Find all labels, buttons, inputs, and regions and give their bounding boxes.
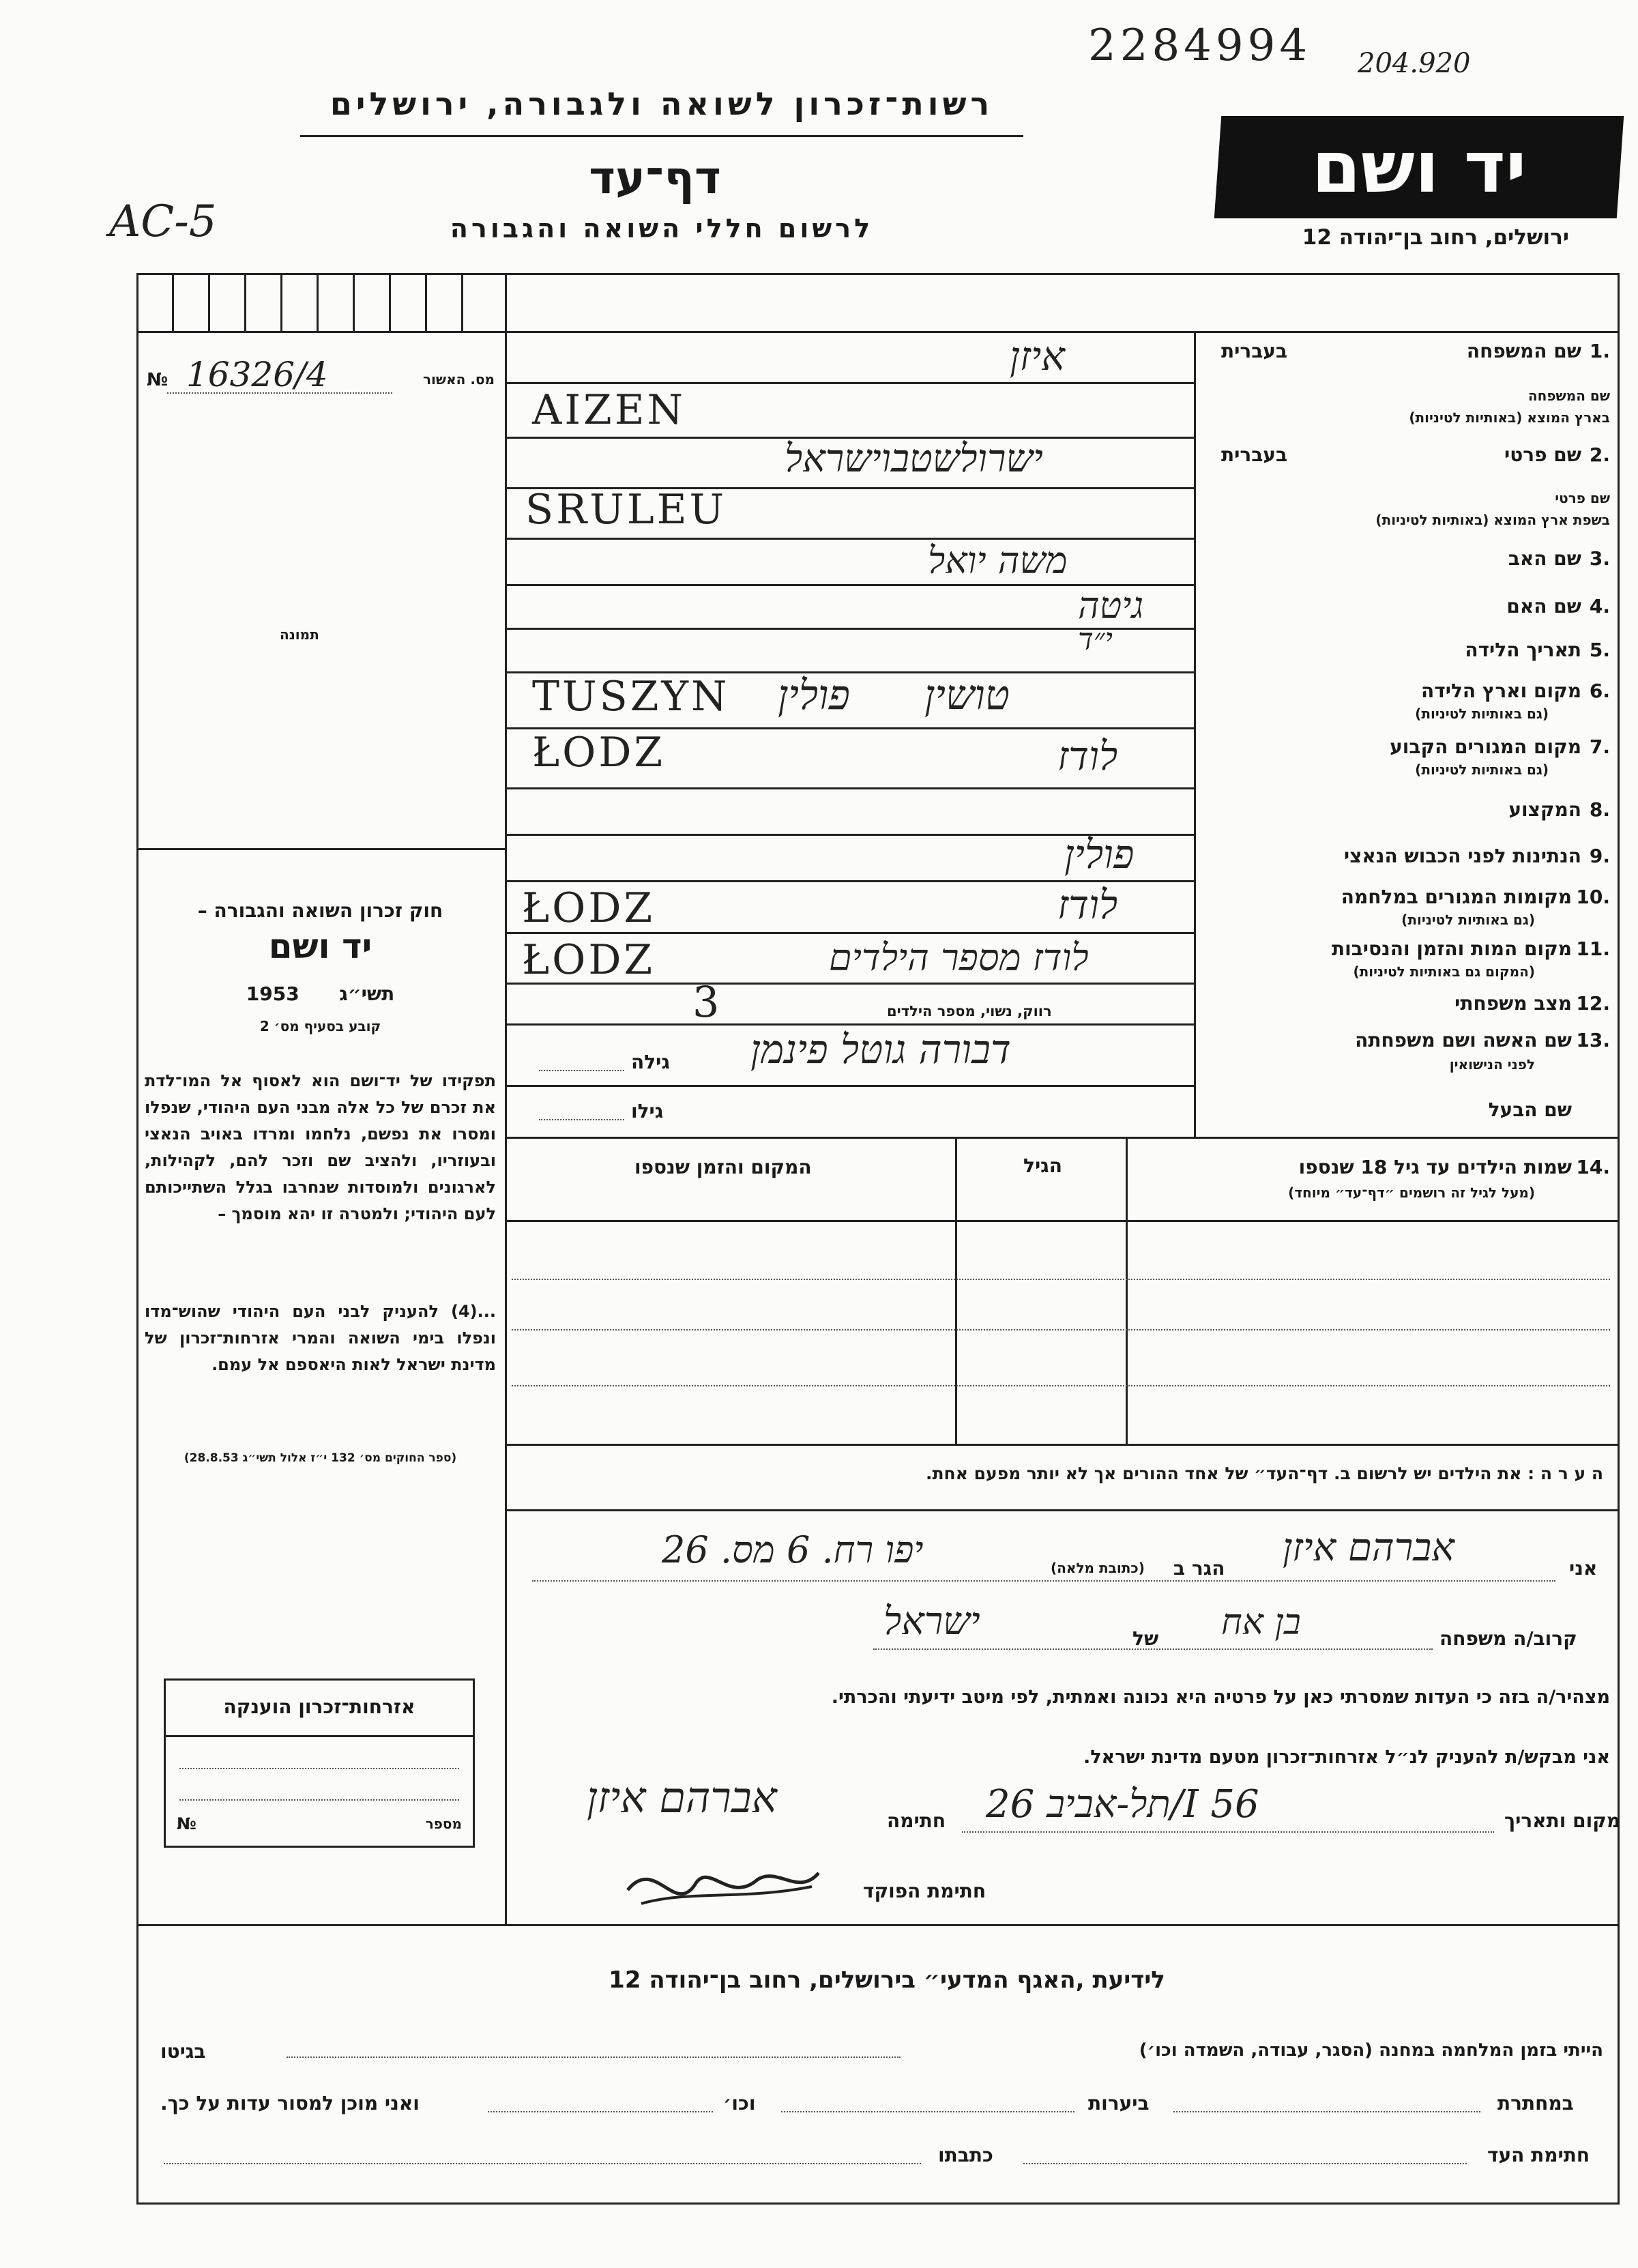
- field-firstname-label: שם פרטי: [1504, 444, 1581, 466]
- field-wife-name: [1201, 1026, 1610, 1084]
- footer-line2-dots-b: [781, 2111, 1074, 2112]
- footer-line2-dots-a: [1173, 2111, 1480, 2112]
- field-firstname-latin: [1201, 490, 1610, 536]
- decl-declarant-name: אברהם איזן: [1283, 1526, 1454, 1570]
- row-line-12: [505, 932, 1194, 934]
- field-death-place-label: מקום המות והזמן והנסיבות: [1331, 937, 1572, 960]
- decl-line2-pre: קרוב/ה משפחה: [1439, 1627, 1577, 1650]
- column-divider: [505, 273, 507, 1924]
- strip-tick-4: [280, 273, 282, 332]
- logo: [1214, 116, 1624, 218]
- field-profession-label: המקצוע: [1508, 798, 1581, 821]
- value-father: משה יואל: [928, 539, 1068, 582]
- field-family-latin-sub: בארץ המוצא (באותיות לטיניות): [1409, 409, 1610, 426]
- footer-line3-dots-b: [164, 2163, 921, 2164]
- strip-tick-3: [244, 273, 246, 332]
- serial-number: 2284994: [1088, 20, 1312, 71]
- value-family-latin: AIZEN: [532, 386, 686, 434]
- decl-line2-dots: [873, 1648, 1433, 1650]
- field-birthplace: [1201, 675, 1610, 727]
- decl-line1-dots: [532, 1580, 1555, 1582]
- value-residence-latin: ŁODZ: [532, 729, 666, 776]
- note-bottom: [505, 1509, 1618, 1511]
- field-birthplace-label: מקום וארץ הלידה: [1421, 680, 1581, 702]
- children-divider-1: [1126, 1137, 1128, 1444]
- field-residence-sub: (גם באותיות לטיניות): [1415, 761, 1549, 778]
- field-mother-num: 4.: [1589, 595, 1610, 617]
- strip-tick-9: [461, 273, 463, 332]
- value-birthplace-latin: TUSZYN: [532, 673, 730, 721]
- footer-line2-dots-c: [488, 2111, 713, 2112]
- certificate-box: [164, 1678, 475, 1848]
- footer-line2-a: במחתרת: [1497, 2092, 1574, 2114]
- label-divider: [1194, 332, 1196, 1137]
- decl-signature-value: אברהם איזן: [587, 1773, 777, 1822]
- law-reference: (ספר החוקים מס׳ 132 י״ז אלול תשי״ג 28.8.53): [184, 1451, 457, 1465]
- children-label: שמות הילדים עד גיל 18 שנספו: [1298, 1156, 1572, 1178]
- field-marital-status: [1201, 985, 1610, 1023]
- children-bottom: [505, 1444, 1618, 1446]
- row-line-14: [505, 1023, 1194, 1026]
- field-marital-label: מצב משפחתי: [1454, 992, 1572, 1015]
- wife-age-label: גילה: [631, 1051, 670, 1073]
- children-col-age: הגיל: [1023, 1154, 1062, 1177]
- field-birthdate-num: 5.: [1589, 639, 1610, 661]
- footer-line2-b: ביערות: [1088, 2092, 1150, 2114]
- row-line-15: [505, 1085, 1194, 1087]
- field-death-place-sub: (המקום גם באותיות לטיניות): [1353, 963, 1535, 980]
- footer-line1-end: בגיטו: [160, 2040, 206, 2063]
- officer-signature: [614, 1842, 832, 1917]
- footer-line2-c: וכו׳: [723, 2092, 756, 2114]
- certificate-number-label: מספר: [425, 1816, 462, 1832]
- row-line-16: [505, 1137, 1618, 1139]
- field-birthplace-num: 6.: [1589, 680, 1610, 702]
- row-line-9: [505, 787, 1194, 789]
- decl-address-hint: (כתובת מלאה): [1051, 1560, 1145, 1576]
- certificate-title: אזרחות־זכרון הוענקה: [223, 1696, 415, 1718]
- children-header: [1126, 1152, 1610, 1213]
- field-family-hebrew: [1201, 336, 1610, 382]
- footer-line3-dots-a: [1023, 2163, 1467, 2164]
- field-firstname-latin-sub: בשפת ארץ המוצא (באותיות לטיניות): [1375, 512, 1610, 528]
- field-war-residence-label: מקומות המגורים במלחמה: [1341, 886, 1572, 908]
- strip-tick-7: [389, 273, 391, 332]
- row-line-4: [505, 538, 1194, 540]
- certificate-dots-1: [179, 1768, 459, 1769]
- decl-relation-of: של: [1132, 1627, 1159, 1650]
- decl-address: יפו רח. 6 מס. 26: [662, 1528, 924, 1571]
- field-birthdate: [1201, 630, 1610, 671]
- law-year: [145, 983, 496, 1005]
- footer-title: לידיעת ,האגף המדעי״ בירושלים, רחוב בן־יהודה 12: [609, 1966, 1165, 1994]
- law-clause: קובע בסעיף מס׳ 2: [259, 1018, 381, 1034]
- field-firstname-sub-hebrew: בעברית: [1221, 444, 1288, 466]
- approval-number-row: [147, 355, 495, 396]
- value-marital-status: 3: [692, 977, 720, 1027]
- value-citizenship: פולין: [1064, 831, 1135, 877]
- field-marital-sub: רווק, נשוי, מספר הילדים: [887, 1003, 1052, 1019]
- serial-suffix: 204.920: [1358, 48, 1471, 79]
- law-text-1: תפקידו של יד־ושם הוא לאסוף אל המו־לדת את זכרם של כל אלה מבני העם היהודי, שנפלו ומסרו את נפשם, נלחמו ומרדו באויב הנאצי ובעוזריו, ולהציב שם וזכר להם, לקהילות, לארגונים ולמוסדות שנחרבו בגלל השתייכותם לעם היהודי; ולמטרה זו יהא מוסמך –: [145, 1071, 496, 1223]
- field-citizenship-label: הנתינות לפני הכבוש הנאצי: [1343, 845, 1581, 867]
- field-family-num: 1.: [1589, 340, 1610, 362]
- value-family-hebrew: איזן: [1010, 333, 1065, 379]
- footer-line3-b: כתבתו: [938, 2144, 993, 2166]
- value-firstname-latin: SRULEU: [525, 486, 727, 534]
- decl-request: אני מבקש/ת להעניק לנ״ל אזרחות־זכרון מטעם מדינת ישראל.: [1083, 1747, 1610, 1768]
- decl-line1-pre: אני: [1569, 1557, 1598, 1580]
- field-marital-num: 12.: [1576, 992, 1610, 1015]
- strip-tick-2: [208, 273, 210, 332]
- logo-text: יד ושם: [1311, 126, 1527, 209]
- field-wife-sub: לפני הנישואין: [1449, 1056, 1535, 1073]
- approval-label: מס. האשור: [423, 371, 495, 388]
- value-war-residence-latin: ŁODZ: [522, 884, 656, 932]
- decl-relation-name: ישראל: [883, 1599, 980, 1644]
- strip-tick-1: [172, 273, 174, 332]
- footer-line1-dots: [287, 2056, 901, 2058]
- approval-dots: [167, 392, 392, 394]
- value-war-residence-hebrew: לודז: [1057, 882, 1118, 928]
- children-row-3: [512, 1385, 1610, 1386]
- field-residence-num: 7.: [1589, 736, 1610, 758]
- law-title: חוק זכרון השואה והגבורה –: [197, 899, 443, 922]
- field-father-label: שם האב: [1508, 547, 1581, 570]
- footer-line2-d: ואני מוכן למסור עדות על כך.: [160, 2092, 420, 2114]
- value-death-place-hebrew: לודז מספר הילדים: [829, 936, 1089, 979]
- field-wife-label: שם האשה ושם משפחתה: [1355, 1029, 1572, 1051]
- decl-place-date-label: מקום ותאריך: [1504, 1809, 1621, 1832]
- field-birthdate-label: תאריך הלידה: [1465, 639, 1581, 661]
- field-citizenship-num: 9.: [1589, 845, 1610, 867]
- top-strip-bottom: [136, 331, 1618, 333]
- photo-label: תמונה: [280, 626, 319, 643]
- wife-age-dots: [539, 1070, 624, 1071]
- children-row-1: [512, 1279, 1610, 1280]
- certificate-dots-2: [179, 1799, 459, 1801]
- strip-tick-8: [425, 273, 427, 332]
- value-wife-name: דבורה גוטל פינמן: [750, 1026, 1011, 1073]
- field-family-latin-label: שם המשפחה: [1527, 388, 1610, 404]
- field-profession-num: 8.: [1589, 798, 1610, 821]
- decl-place-date-value: תל-אביב 26/I 56: [986, 1782, 1259, 1827]
- declaration-bottom: [136, 1924, 1618, 1926]
- field-birthplace-sub: (גם באותיות לטיניות): [1415, 706, 1549, 722]
- children-header-line: [505, 1220, 1618, 1222]
- children-divider-2: [955, 1137, 957, 1444]
- field-firstname-hebrew: [1201, 439, 1610, 486]
- law-text-2: ...(4) להעניק לבני העם היהודי שהוש־מדו ונפלו בימי השואה והמרי אזרחות־זכרון של מדינת ישראל לאות היאספם אל עמם.: [145, 1302, 496, 1374]
- value-residence-hebrew: לודז: [1057, 733, 1118, 779]
- field-war-residence-sub: (גם באותיות לטיניות): [1401, 912, 1535, 928]
- children-row-2: [512, 1329, 1610, 1331]
- field-death-place-num: 11.: [1576, 937, 1610, 960]
- field-mother-label: שם האם: [1506, 595, 1581, 617]
- law-year-number: 1953: [246, 983, 299, 1005]
- field-husband-label: שם הבעל: [1488, 1099, 1572, 1121]
- header-address: ירושלים, רחוב בן־יהודה 12: [1302, 225, 1569, 250]
- value-firstname-hebrew: ישרולשטבוישראל: [785, 437, 1043, 481]
- decl-place-date-dots: [962, 1831, 1494, 1833]
- law-name: יד ושם: [268, 927, 372, 966]
- field-husband-name: [1201, 1089, 1610, 1135]
- law-year-hebrew: תשי״ג: [339, 983, 395, 1005]
- field-residence-label: מקום המגורים הקבוע: [1390, 736, 1581, 758]
- strip-tick-5: [317, 273, 319, 332]
- field-wife-num: 13.: [1576, 1029, 1610, 1051]
- decl-line1-mid: הגר ב: [1173, 1557, 1225, 1580]
- approval-number: 16326/4: [186, 355, 328, 394]
- footer-line1-start: הייתי בזמן המלחמה במחנה (הסגר, עבודה, השמדה וכו׳): [1139, 2040, 1603, 2061]
- field-family-latin: [1201, 388, 1610, 434]
- photo-box-bottom: [136, 848, 505, 850]
- value-birthplace-hebrew: טושין פולין: [778, 671, 1010, 719]
- field-war-residence-num: 10.: [1576, 886, 1610, 908]
- husband-age-dots: [539, 1119, 624, 1120]
- field-firstname-latin-label: שם פרטי: [1555, 490, 1610, 506]
- certificate-no-sign: №: [177, 1814, 196, 1833]
- field-father-num: 3.: [1589, 547, 1610, 570]
- margin-note: AC-5: [109, 197, 217, 247]
- strip-tick-6: [353, 273, 355, 332]
- field-father: [1201, 540, 1610, 581]
- field-death-place: [1201, 935, 1610, 983]
- decl-relation: בן אח: [1221, 1602, 1301, 1643]
- approval-no-sign: №: [147, 370, 169, 390]
- field-family-sub-hebrew: בעברית: [1221, 340, 1288, 362]
- field-war-residence: [1201, 883, 1610, 931]
- field-family-label: שם המשפחה: [1466, 340, 1581, 362]
- husband-age-label: גילו: [631, 1100, 664, 1122]
- authority-name: רשות־זכרון לשואה ולגבורה, ירושלים: [330, 85, 994, 122]
- field-citizenship: [1201, 837, 1610, 877]
- children-num: 14.: [1576, 1156, 1610, 1178]
- value-birthdate: י״ד: [1078, 622, 1113, 657]
- decl-statement: מצהיר/ה בזה כי העדות שמסרתי כאן על פרטיה היא נכונה ואמתית, לפי מיטב ידיעתי והכרתי.: [831, 1687, 1610, 1708]
- children-col-place: המקום והזמן שנספו: [634, 1156, 812, 1178]
- decl-officer-label: חתימת הפוקד: [863, 1880, 986, 1902]
- field-residence: [1201, 731, 1610, 786]
- field-firstname-num: 2.: [1589, 444, 1610, 466]
- footer-line3-a: חתימת העד: [1487, 2144, 1590, 2166]
- field-profession: [1201, 790, 1610, 831]
- value-mother: גיטה: [1078, 584, 1144, 627]
- value-death-place-latin: ŁODZ: [522, 936, 656, 984]
- field-mother: [1201, 585, 1610, 626]
- children-note: ה ע ר ה : את הילדים יש לרשום ב. דף־העד״ של אחד ההורים אך לא יותר מפעם אחת.: [925, 1464, 1603, 1483]
- form-subtitle: לרשום חללי השואה והגבורה: [450, 214, 874, 244]
- certificate-title-line: [166, 1735, 473, 1737]
- children-sub: (מעל לגיל זה רושמים ״דף־עד״ מיוחד): [1288, 1184, 1535, 1201]
- authority-underline: [300, 135, 1023, 137]
- form-title: דף־עד: [589, 151, 721, 204]
- decl-signature-label: חתימה: [887, 1809, 946, 1832]
- row-line-1: [505, 382, 1194, 384]
